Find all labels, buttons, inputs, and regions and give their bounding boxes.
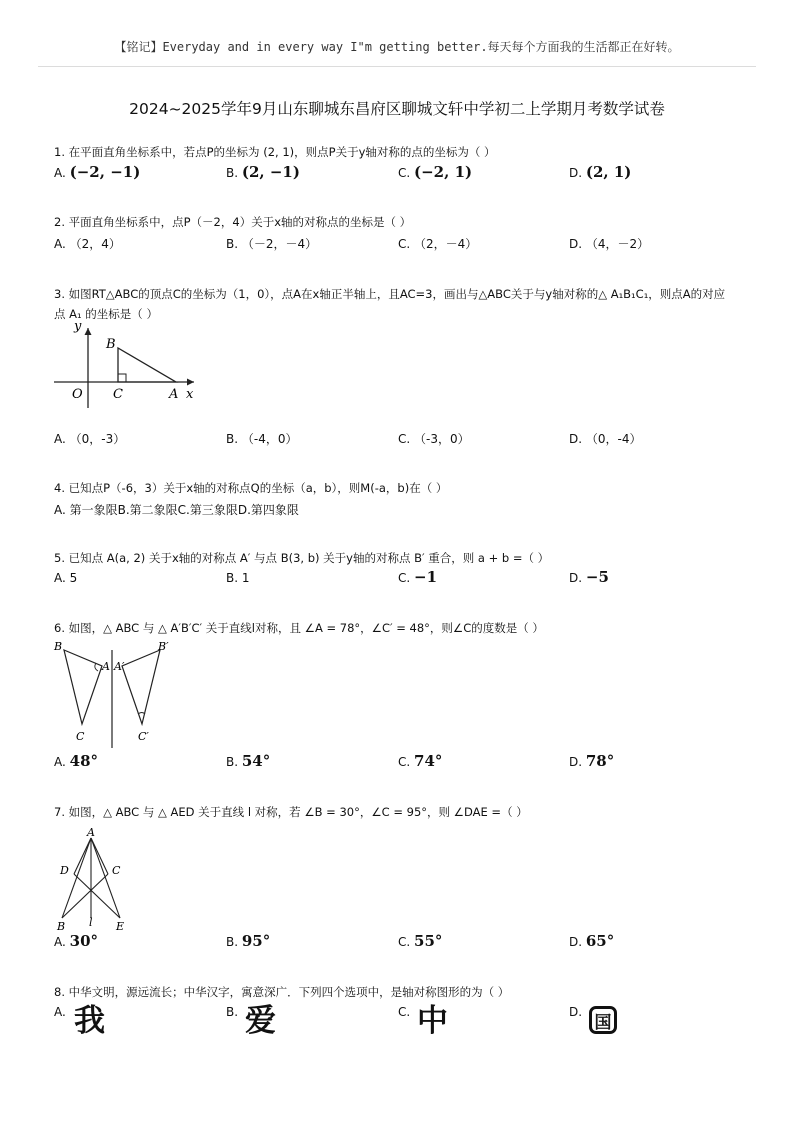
question-5-option-c[interactable]: C. −1 <box>398 568 438 586</box>
segment-ed <box>74 874 120 918</box>
segment-ae <box>91 838 120 918</box>
label-a: A <box>87 826 95 839</box>
label-b: B <box>57 920 66 933</box>
label-b: B <box>54 640 63 653</box>
question-1-stem: 1. 在平面直角坐标系中，若点P的坐标为 (2, 1)，则点P关于y轴对称的点的坐标为（ ） <box>54 145 496 159</box>
question-6-option-a[interactable]: A. 48° <box>54 752 99 770</box>
question-8-option-a-image[interactable]: 我 <box>74 1003 105 1039</box>
label-c-prime: C′ <box>138 730 149 743</box>
label-d: D <box>60 864 69 877</box>
segment-ad <box>74 838 91 874</box>
question-7-option-d[interactable]: D. 65° <box>569 932 615 950</box>
label-b: B <box>106 337 116 352</box>
segment-ac <box>91 838 108 874</box>
label-b-prime: B′ <box>158 640 169 653</box>
question-6-stem: 6. 如图，△ ABC 与 △ A′B′C′ 关于直线l对称，且 ∠A = 78°，∠C′ = 48°，则∠C的度数是（ ） <box>54 621 544 635</box>
question-8-stem: 8. 中华文明，源远流长；中华汉字，寓意深广．下列四个选项中，是轴对称图形的为（ ） <box>54 985 510 999</box>
question-6-option-b[interactable]: B. 54° <box>226 752 271 770</box>
page-title: 2024~2025学年9月山东聊城东昌府区聊城文轩中学初二上学期月考数学试卷 <box>129 100 665 118</box>
label-a: A <box>169 387 179 402</box>
question-2-option-b[interactable]: B. （－2，－4） <box>226 237 318 251</box>
question-8-option-d-label[interactable]: D. <box>569 1005 583 1019</box>
question-2-stem: 2. 平面直角坐标系中，点P（－2，4）关于x轴的对称点的坐标是（ ） <box>54 215 412 229</box>
question-7-option-b[interactable]: B. 95° <box>226 932 271 950</box>
question-8-option-c-label[interactable]: C. <box>398 1005 411 1019</box>
question-4-options[interactable]: A. 第一象限B.第二象限C.第三象限D.第四象限 <box>54 503 299 517</box>
question-5-option-d[interactable]: D. −5 <box>569 568 609 586</box>
question-2-option-a[interactable]: A. （2，4） <box>54 237 121 251</box>
question-7-stem: 7. 如图，△ ABC 与 △ AED 关于直线 l 对称，若 ∠B = 30°，∠C = 95°，则 ∠DAE =（ ） <box>54 805 528 819</box>
question-6-figure <box>50 636 180 752</box>
question-8-option-b-label[interactable]: B. <box>226 1005 239 1019</box>
question-7-option-a[interactable]: A. 30° <box>54 932 99 950</box>
question-6-option-c[interactable]: C. 74° <box>398 752 443 770</box>
question-3-stem-line1: 3. 如图RT△ABC的顶点C的坐标为（1，0），点A在x轴正半轴上，且AC=3，画出与△ABC关于与y轴对称的△ A₁B₁C₁，则点A的对应 <box>54 287 726 301</box>
segment-bc <box>62 874 108 918</box>
question-5-stem: 5. 已知点 A(a, 2) 关于x轴的对称点 A′ 与点 B(3, b) 关于y轴的对称点 B′ 重合，则 a + b =（ ） <box>54 551 550 565</box>
label-c: C <box>113 387 123 402</box>
question-1-option-b[interactable]: B. (2, −1) <box>226 163 300 181</box>
label-a: A <box>102 660 110 673</box>
label-y: y <box>74 319 82 334</box>
question-3-option-b[interactable]: B. （-4，0） <box>226 432 298 446</box>
label-l: l <box>89 916 93 929</box>
question-2-option-d[interactable]: D. （4，－2） <box>569 237 650 251</box>
header-divider <box>38 66 756 67</box>
y-axis-arrow <box>85 328 92 335</box>
label-x: x <box>186 387 194 402</box>
question-3-option-d[interactable]: D. （0，-4） <box>569 432 642 446</box>
question-8-option-d-image[interactable]: 国 <box>589 1006 617 1034</box>
question-3-option-c[interactable]: C. （-3，0） <box>398 432 470 446</box>
question-6-option-d[interactable]: D. 78° <box>569 752 615 770</box>
right-angle-mark <box>118 374 126 382</box>
question-1-option-d[interactable]: D. (2, 1) <box>569 163 632 181</box>
label-e: E <box>116 920 125 933</box>
question-3-option-a[interactable]: A. （0，-3） <box>54 432 126 446</box>
triangle-abc <box>64 650 102 724</box>
question-5-option-b[interactable]: B. 1 <box>226 571 250 585</box>
question-2-option-c[interactable]: C. （2，－4） <box>398 237 478 251</box>
question-8-option-c-image[interactable]: 中 <box>417 1003 448 1039</box>
question-3-stem-line2: 点 A₁ 的坐标是（ ） <box>54 307 158 321</box>
question-5-option-a[interactable]: A. 5 <box>54 571 78 585</box>
question-8-option-b-image[interactable]: 爱 <box>245 1003 276 1039</box>
question-7-figure <box>50 822 140 934</box>
question-4-stem: 4. 已知点P（-6，3）关于x轴的对称点Q的坐标（a，b），则M(-a，b)在（ ） <box>54 481 448 495</box>
question-8-option-a-label[interactable]: A. <box>54 1005 66 1019</box>
triangle-abc <box>118 348 176 382</box>
x-axis-arrow <box>187 379 194 386</box>
label-a-prime: A′ <box>114 660 125 673</box>
question-1-option-c[interactable]: C. (−2, 1) <box>398 163 473 181</box>
segment-ab <box>62 838 91 918</box>
label-c: C <box>76 730 85 743</box>
label-c: C <box>112 864 121 877</box>
question-3-figure <box>50 318 210 408</box>
header-motto: 【铭记】Everyday and in every way I"m getting better.每天每个方面我的生活都正在好转。 <box>114 40 680 54</box>
label-o: O <box>72 387 83 402</box>
question-1-option-a[interactable]: A. (−2, −1) <box>54 163 141 181</box>
question-7-option-c[interactable]: C. 55° <box>398 932 443 950</box>
